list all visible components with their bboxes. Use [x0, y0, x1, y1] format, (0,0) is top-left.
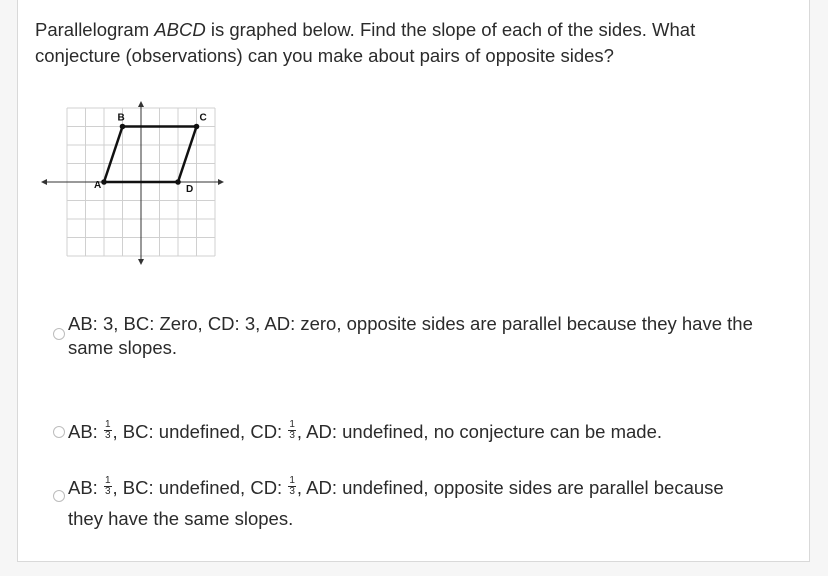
x-axis-arrow-left-icon [41, 179, 47, 185]
option-3-label [68, 472, 773, 534]
option-3-part-2: , BC: undefined, CD: [112, 477, 288, 498]
option-2-part-1: AB: [68, 421, 103, 442]
vertex-label-b: B [117, 112, 125, 124]
fraction-denominator: 3 [289, 485, 295, 497]
fraction-denominator: 3 [289, 429, 295, 441]
question-text [35, 17, 775, 69]
option-3-radio[interactable] [53, 490, 65, 502]
option-2-fraction-2 [288, 420, 296, 441]
vertex-label-a: A [94, 180, 102, 191]
fraction-numerator: 1 [289, 418, 295, 430]
y-axis-arrow-up-icon [138, 101, 144, 107]
y-axis-arrow-down-icon [138, 259, 144, 265]
option-3-line-1 [68, 472, 773, 503]
parallelogram-abcd [104, 127, 197, 183]
option-2-fraction-1 [104, 420, 112, 441]
option-2-part-3: , AD: undefined, no conjecture can be made. [296, 421, 663, 442]
coordinate-graph [38, 92, 238, 272]
fraction-denominator: 3 [104, 485, 111, 497]
question-post: is graphed below. Find the slope of each of the sides. What conjecture (observations) can you make about pairs of opposite sides? [35, 19, 696, 66]
option-3-line-2: they have the same slopes. [68, 508, 294, 529]
option-3-fraction-1 [104, 476, 112, 497]
option-3-fraction-2 [288, 476, 296, 497]
fraction-numerator: 1 [104, 474, 111, 486]
question-pre: Parallelogram [35, 19, 155, 40]
vertex-label-c: C [199, 112, 207, 124]
option-3-part-3: , AD: undefined, opposite sides are parallel because [296, 477, 724, 498]
vertex-d [175, 179, 181, 185]
fraction-numerator: 1 [289, 474, 295, 486]
vertex-b [120, 124, 126, 130]
option-2-radio[interactable] [53, 426, 65, 438]
fraction-numerator: 1 [104, 418, 111, 430]
option-2-label [68, 420, 662, 444]
option-1-radio[interactable] [53, 328, 65, 340]
vertex-label-d: D [186, 184, 194, 195]
vertex-a [101, 179, 107, 185]
fraction-denominator: 3 [104, 429, 111, 441]
vertex-c [194, 124, 200, 130]
shape-name: ABCD [154, 19, 206, 40]
option-3-part-1: AB: [68, 477, 103, 498]
question-card [17, 0, 810, 562]
option-1-label: AB: 3, BC: Zero, CD: 3, AD: zero, opposite sides are parallel because they have the same slopes. [68, 313, 753, 358]
option-2-part-2: , BC: undefined, CD: [112, 421, 288, 442]
x-axis-arrow-right-icon [218, 179, 224, 185]
